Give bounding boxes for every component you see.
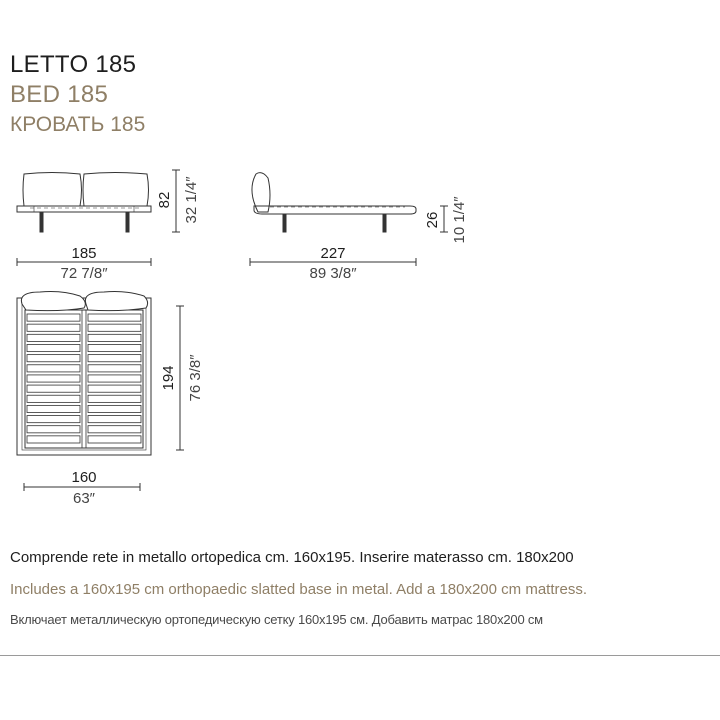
slat [27, 395, 80, 402]
plan-width-cm: 160 [71, 469, 97, 486]
slat [27, 344, 80, 351]
title-russian: КРОВАТЬ 185 [10, 113, 146, 136]
slat [27, 314, 80, 321]
side-length-cm: 227 [320, 245, 346, 262]
side-height-in: 10 1/4″ [451, 196, 468, 244]
description-italian: Comprende rete in metallo ortopedica cm. 160x195. Inserire materasso cm. 180x200 [10, 549, 574, 566]
bottom-divider [0, 655, 720, 656]
plan-length-in: 76 3/8″ [187, 354, 204, 402]
front-height-cm: 82 [156, 191, 173, 209]
slat [88, 385, 141, 392]
slat [27, 375, 80, 382]
slat [27, 405, 80, 412]
slat [88, 405, 141, 412]
plan-width-in: 63″ [73, 490, 95, 507]
slat [88, 436, 141, 443]
plan-length-cm: 194 [160, 365, 177, 391]
slat [27, 426, 80, 433]
slat [27, 365, 80, 372]
front-width-cm: 185 [71, 245, 97, 262]
description-english: Includes a 160x195 cm orthopaedic slatted base in metal. Add a 180x200 cm mattress. [10, 581, 588, 598]
description-russian: Включает металлическую ортопедическую сетку 160x195 см. Добавить матрас 180x200 см [10, 612, 543, 627]
slat [27, 416, 80, 423]
slat [88, 375, 141, 382]
slat [88, 365, 141, 372]
slat [88, 355, 141, 362]
front-width-in: 72 7/8″ [60, 265, 108, 282]
plan-view [17, 292, 184, 492]
slat [27, 355, 80, 362]
side-length-in: 89 3/8″ [309, 265, 357, 282]
slat [88, 395, 141, 402]
slat [88, 426, 141, 433]
slat [88, 314, 141, 321]
slat [27, 436, 80, 443]
title-english: BED 185 [10, 81, 109, 108]
title-italian: LETTO 185 [10, 51, 137, 78]
slat [88, 324, 141, 331]
slat [88, 344, 141, 351]
side-view [250, 173, 448, 266]
side-height-cm: 26 [424, 211, 441, 229]
slat [88, 334, 141, 341]
slat [27, 324, 80, 331]
slat [88, 416, 141, 423]
slat [27, 385, 80, 392]
slat [27, 334, 80, 341]
front-height-in: 32 1/4″ [183, 176, 200, 224]
front-view [17, 170, 180, 266]
